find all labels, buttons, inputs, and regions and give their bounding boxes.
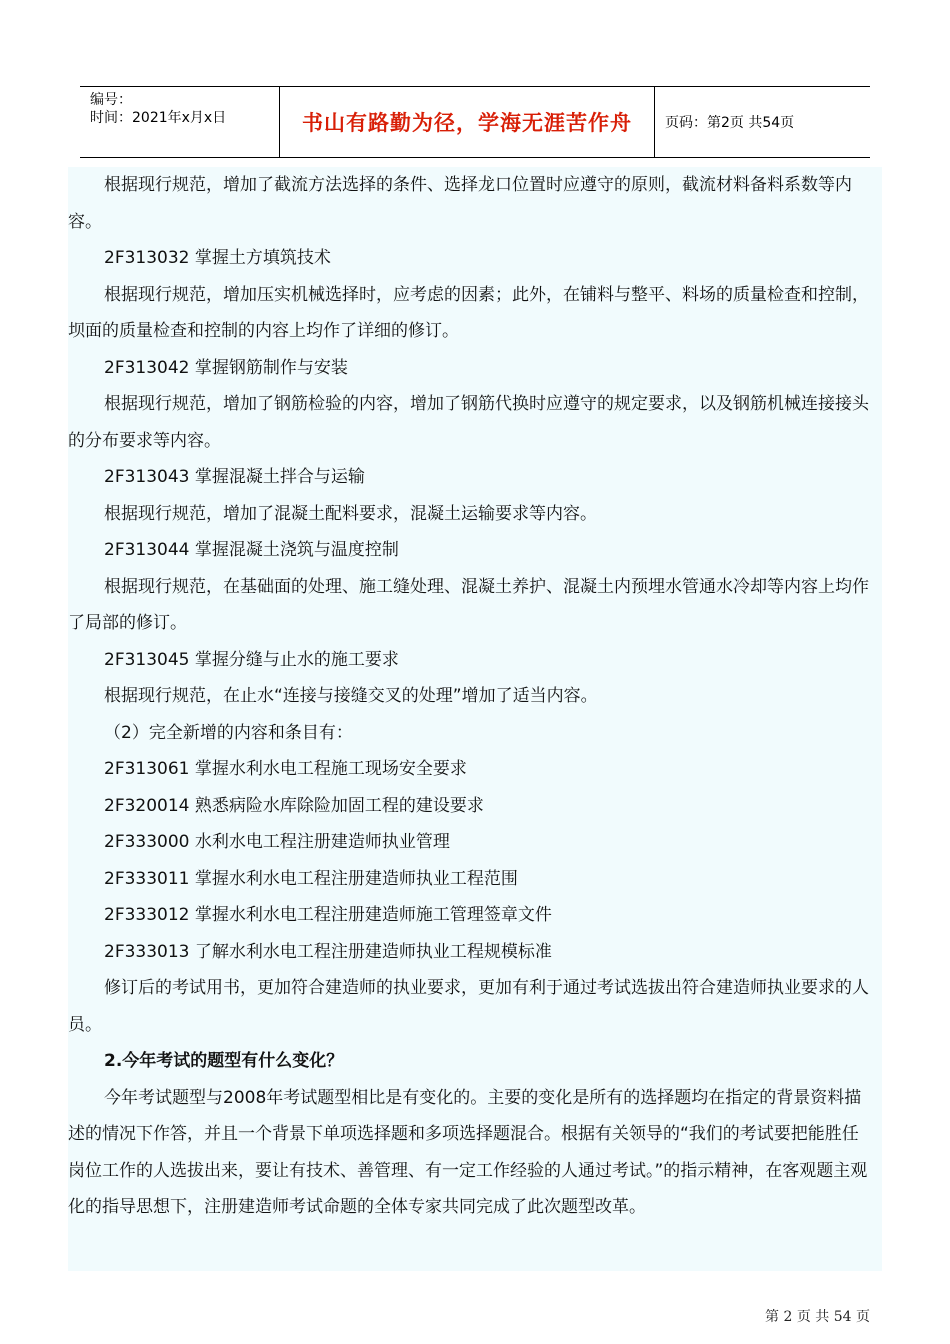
document-body bbox=[68, 167, 882, 1271]
page-header bbox=[80, 86, 870, 158]
header-motto-cell bbox=[280, 87, 655, 157]
document-date: 时间：2021年x月x日 bbox=[90, 110, 227, 126]
document-number-label: 编号： bbox=[90, 92, 132, 108]
paragraph: 根据现行规范，增加了混凝土配料要求，混凝土运输要求等内容。 bbox=[104, 503, 597, 524]
paragraph: 根据现行规范，增加了截流方法选择的条件、选择龙口位置时应遵守的原则，截流材料备料系数等内容。 bbox=[68, 175, 852, 232]
paragraph: 修订后的考试用书，更加符合建造师的执业要求，更加有利于通过考试选拔出符合建造师执业要求的人员。 bbox=[68, 978, 869, 1035]
header-page-info: 页码：第2页 共54页 bbox=[665, 115, 795, 131]
paragraph: 根据现行规范，增加了钢筋检验的内容，增加了钢筋代换时应遵守的规定要求，以及钢筋机械连接接头的分布要求等内容。 bbox=[68, 394, 869, 451]
header-meta bbox=[80, 87, 280, 157]
paragraph: 根据现行规范，在基础面的处理、施工缝处理、混凝土养护、混凝土内预埋水管通水冷却等内容上均作了局部的修订。 bbox=[68, 576, 869, 633]
paragraph: 2F313045 掌握分缝与止水的施工要求 bbox=[104, 649, 399, 670]
paragraph: 2F320014 熟悉病险水库除险加固工程的建设要求 bbox=[104, 795, 484, 816]
paragraph: 2F313043 掌握混凝土拌合与运输 bbox=[104, 467, 365, 487]
paragraph: 2F313042 掌握钢筋制作与安装 bbox=[104, 357, 348, 378]
paragraph: 2F313044 掌握混凝土浇筑与温度控制 bbox=[104, 540, 399, 560]
paragraph: 今年考试题型与2008年考试题型相比是有变化的。主要的变化是所有的选择题均在指定的背景资料描述的情况下作答，并且一个背景下单项选择题和多项选择题混合。根据有关领导的“我们的考试要把能胜任岗位工作的人选拔出来，要让有技术、善管理、有一定工作经验的人通过考试。”的指示精神，在客观题主观化的指导思想下，注册建造师考试命题的全体专家共同完成了此次题型改革。 bbox=[68, 1087, 868, 1217]
paragraph: 2F333012 掌握水利水电工程注册建造师施工管理签章文件 bbox=[104, 905, 552, 925]
paragraph: 根据现行规范，增加压实机械选择时，应考虑的因素；此外，在铺料与整平、料场的质量检查和控制，坝面的质量检查和控制的内容上均作了详细的修订。 bbox=[68, 284, 869, 341]
paragraph: 2F313061 掌握水利水电工程施工现场安全要求 bbox=[104, 759, 467, 779]
section-heading: 2.今年考试的题型有什么变化？ bbox=[104, 1051, 344, 1071]
paragraph: 2F333011 掌握水利水电工程注册建造师执业工程范围 bbox=[104, 868, 518, 889]
paragraph: 根据现行规范，在止水“连接与接缝交叉的处理”增加了适当内容。 bbox=[104, 686, 598, 706]
paragraph: （2）完全新增的内容和条目有： bbox=[104, 722, 353, 743]
paragraph: 2F333000 水利水电工程注册建造师执业管理 bbox=[104, 832, 450, 852]
paragraph: 2F313032 掌握土方填筑技术 bbox=[104, 248, 331, 268]
header-motto: 书山有路勤为径，学海无涯苦作舟 bbox=[302, 110, 632, 135]
paragraph: 2F333013 了解水利水电工程注册建造师执业工程规模标准 bbox=[104, 941, 552, 962]
page-footer: 第 2 页 共 54 页 bbox=[765, 1309, 870, 1325]
